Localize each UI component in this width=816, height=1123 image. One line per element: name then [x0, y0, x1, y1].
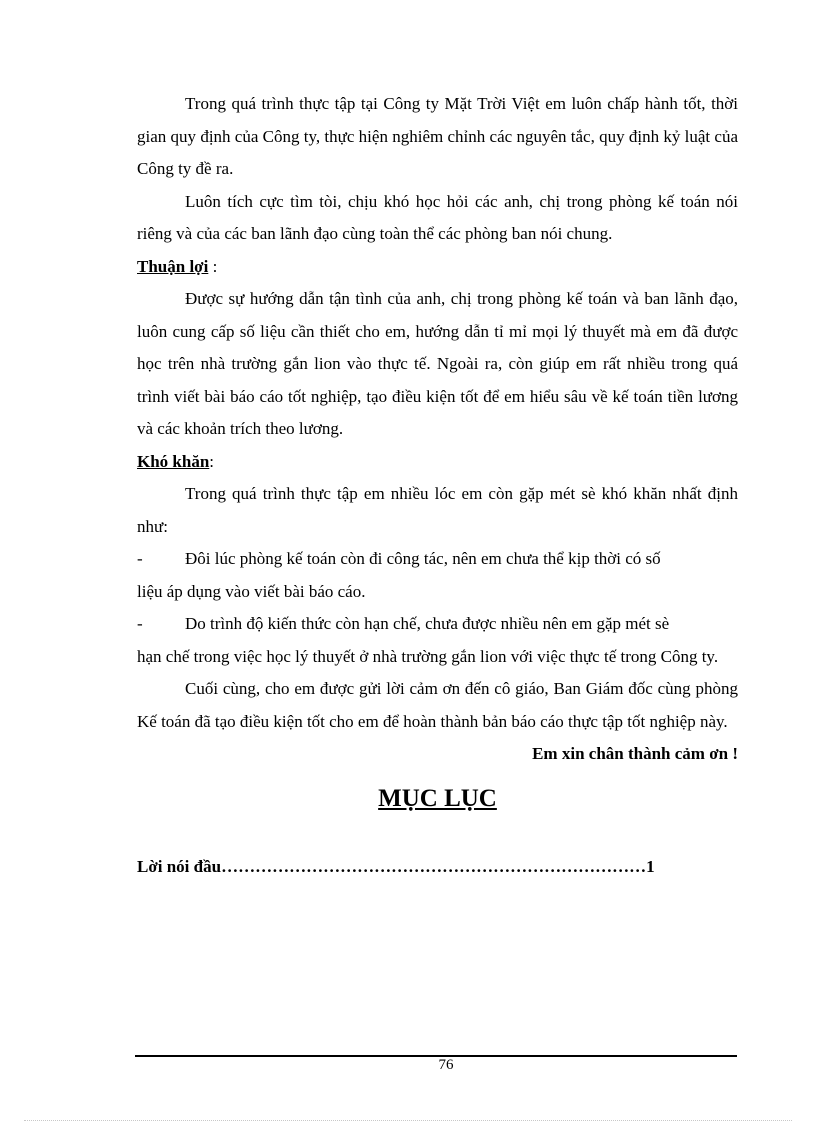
page-bottom-border: [24, 1120, 792, 1121]
list-dash: -: [137, 614, 143, 633]
list-item: [137, 608, 738, 673]
paragraph-acknowledgement: Cuối cùng, cho em được gửi lời cảm ơn đến cô giáo, Ban Giám đốc cùng phòng Kế toán đã tạo điều kiện tốt cho em để hoàn thành bản báo cáo thực tập tốt nghiệp này.: [137, 679, 738, 731]
advantages-heading: Thuận lợi: [137, 256, 209, 276]
toc-entry-leader: …………………………………………………………………: [221, 856, 647, 876]
advantages-heading-suffix: :: [208, 256, 218, 276]
page-content: [137, 88, 738, 883]
toc-entry[interactable]: [137, 851, 727, 884]
closing-thanks: Em xin chân thành cảm ơn !: [532, 744, 738, 763]
list-item-continuation: liệu áp dụng vào viết bài báo cáo.: [137, 581, 366, 601]
list-dash: -: [137, 549, 143, 568]
difficulties-heading: Khó khăn: [137, 451, 210, 471]
paragraph-internship-discipline: Trong quá trình thực tập tại Công ty Mặt Trời Việt em luôn chấp hành tốt, thời gian quy định của Công ty, thực hiện nghiêm chỉnh các nguyên tắc, quy định kỷ luật của Công ty đề ra.: [137, 94, 738, 178]
list-item-first-line: Đôi lúc phòng kế toán còn đi công tác, nên em chưa thể kịp thời có số: [185, 549, 661, 568]
list-item-continuation: hạn chế trong việc học lý thuyết ở nhà trường gắn lion với việc thực tế trong Công ty.: [137, 646, 719, 666]
paragraph-difficulties-intro: Trong quá trình thực tập em nhiều lóc em còn gặp mét sè khó khăn nhất định như:: [137, 484, 738, 536]
advantages-heading-line: [137, 251, 738, 284]
paragraph-learning-attitude: Luôn tích cực tìm tòi, chịu khó học hỏi các anh, chị trong phòng kế toán nói riêng và của các ban lãnh đạo cùng toàn thể các phòng ban nói chung.: [137, 191, 738, 243]
difficulties-heading-line: [137, 446, 738, 479]
list-item: [137, 543, 738, 608]
difficulties-heading-suffix: :: [209, 451, 215, 471]
list-item-first-line: Do trình độ kiến thức còn hạn chế, chưa được nhiều nên em gặp mét sè: [185, 614, 670, 633]
toc-title: MỤC LỤC: [378, 784, 497, 812]
paragraph-advantages: Được sự hướng dẫn tận tình của anh, chị trong phòng kế toán và ban lãnh đạo, luôn cung cấp số liệu cần thiết cho em, hướng dẫn tỉ mỉ mọi lý thuyết mà em đã được học trên nhà trường gắn lion vào thực tế. Ngoài ra, còn giúp em rất nhiều trong quá trình viết bài báo cáo tốt nghiệp, tạo điều kiện tốt để em hiểu sâu về kế toán tiền lương và các khoản trích theo lương.: [137, 289, 738, 438]
toc-entry-page: 1: [646, 856, 655, 876]
toc-entry-label: Lời nói đầu: [137, 856, 222, 876]
page-number: 76: [438, 1057, 454, 1073]
